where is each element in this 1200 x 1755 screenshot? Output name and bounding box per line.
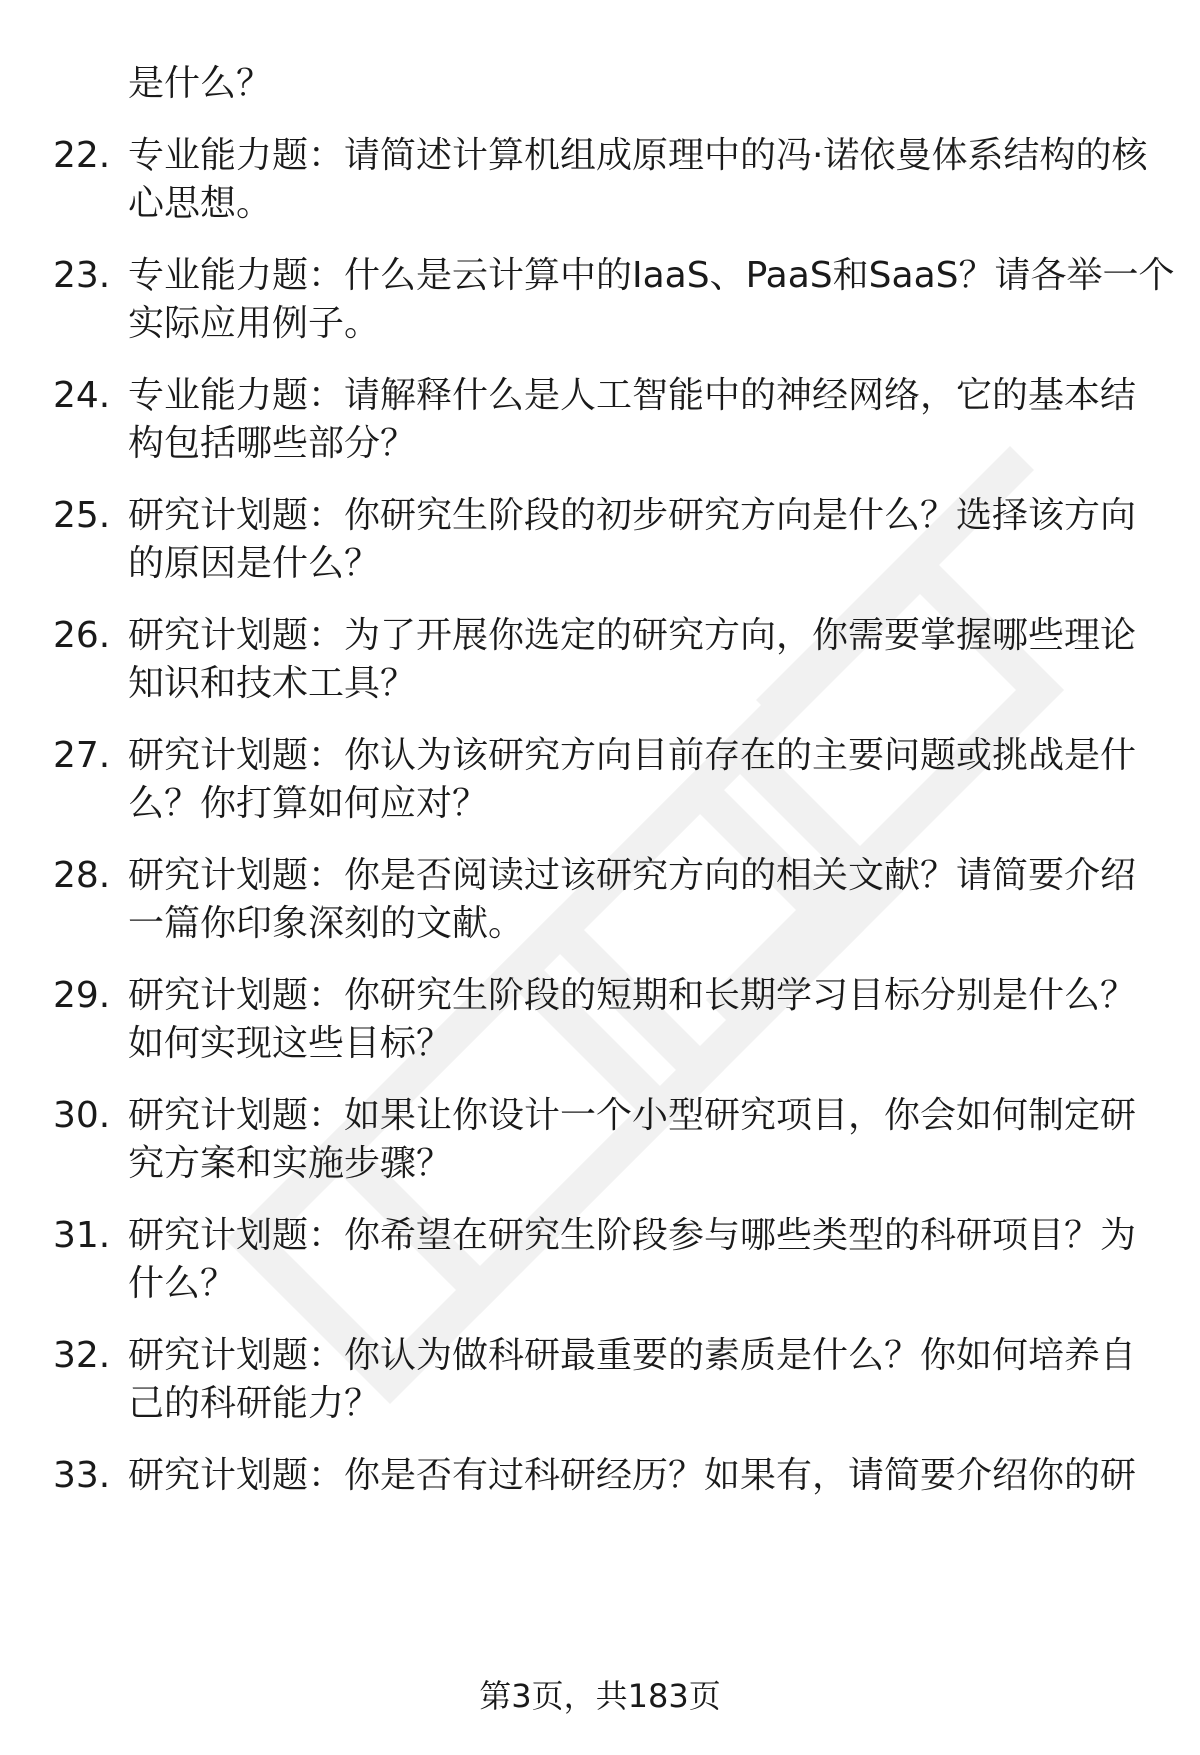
item-text-line: 研究计划题：为了开展你选定的研究方向，你需要掌握哪些理论 — [128, 615, 1137, 656]
item-number: 22. — [53, 135, 111, 176]
item-number: 28. — [53, 855, 111, 896]
item-number: 26. — [53, 615, 111, 656]
item-text-line: 研究计划题：你研究生阶段的短期和长期学习目标分别是什么？ — [128, 975, 1137, 1016]
item-number: 29. — [53, 975, 111, 1016]
item-text-line: 研究计划题：你研究生阶段的初步研究方向是什么？选择该方向 — [128, 495, 1137, 536]
item-number: 31. — [53, 1215, 111, 1256]
item-text-line: 什么？ — [128, 1263, 237, 1304]
item-text-line: 么？你打算如何应对？ — [128, 783, 489, 824]
item-text-line: 的原因是什么？ — [128, 543, 381, 584]
item-number: 32. — [53, 1335, 111, 1376]
item-text-line: 专业能力题：什么是云计算中的IaaS、PaaS和SaaS？请各举一个 — [128, 255, 1175, 296]
item-text-line: 研究计划题：你认为做科研最重要的素质是什么？你如何培养自 — [128, 1335, 1137, 1376]
item-number: 27. — [53, 735, 111, 776]
item-number: 33. — [53, 1455, 111, 1496]
item-text-line: 研究计划题：你希望在研究生阶段参与哪些类型的科研项目？为 — [128, 1215, 1137, 1256]
item-text-line: 研究计划题：如果让你设计一个小型研究项目，你会如何制定研 — [128, 1095, 1137, 1136]
item-text-line: 专业能力题：请解释什么是人工智能中的神经网络，它的基本结 — [128, 375, 1137, 416]
continuation-text: 是什么？ — [128, 63, 273, 104]
item-text-line: 实际应用例子。 — [128, 303, 381, 344]
item-text-line: 研究计划题：你认为该研究方向目前存在的主要问题或挑战是什 — [128, 735, 1137, 776]
item-text-line: 己的科研能力？ — [128, 1383, 381, 1424]
item-number: 25. — [53, 495, 111, 536]
page-footer: 第3页，共183页 — [479, 1677, 721, 1715]
item-text-line: 如何实现这些目标？ — [128, 1023, 453, 1064]
item-number: 23. — [53, 255, 111, 296]
item-text-line: 构包括哪些部分？ — [128, 423, 417, 464]
item-number: 24. — [53, 375, 111, 416]
item-number: 30. — [53, 1095, 111, 1136]
item-text-line: 一篇你印象深刻的文献。 — [128, 903, 525, 944]
item-text-line: 心思想。 — [128, 183, 273, 224]
item-text-line: 知识和技术工具？ — [128, 663, 417, 704]
item-text-line: 研究计划题：你是否阅读过该研究方向的相关文献？请简要介绍 — [128, 855, 1137, 896]
item-text-line: 专业能力题：请简述计算机组成原理中的冯·诺依曼体系结构的核 — [128, 135, 1148, 176]
item-text-line: 究方案和实施步骤？ — [128, 1143, 453, 1184]
item-text-line: 研究计划题：你是否有过科研经历？如果有，请简要介绍你的研 — [128, 1455, 1137, 1496]
